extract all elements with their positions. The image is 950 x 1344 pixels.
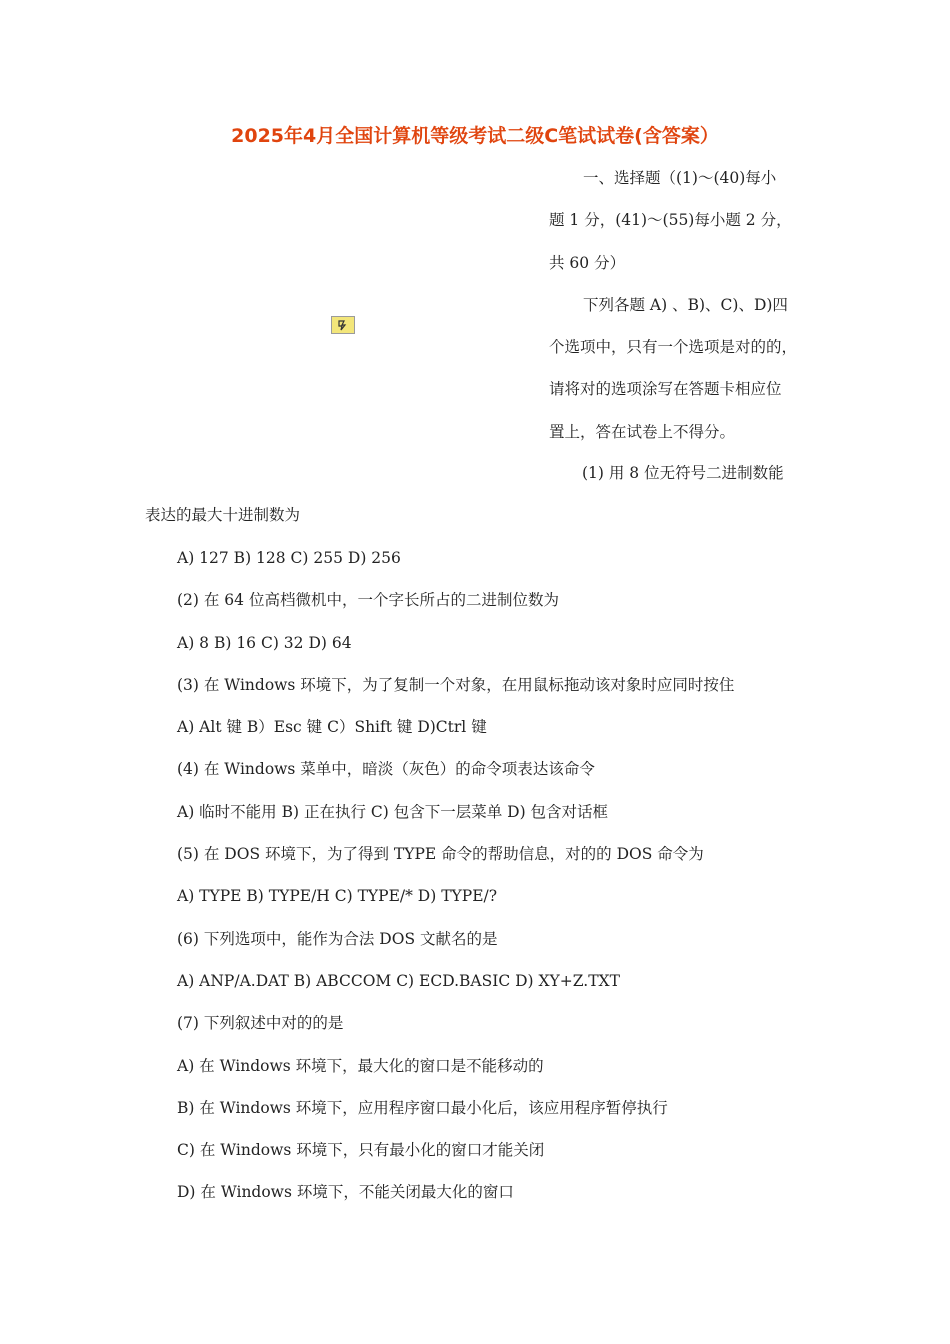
list-item: (3) 在 Windows 环境下，为了复制一个对象，在用鼠标拖动该对象时应同时按住 [177,675,735,694]
list-item: A) 8 B) 16 C) 32 D) 64 [177,633,352,652]
list-item: (2) 在 64 位高档微机中，一个字长所占的二进制位数为 [177,591,559,610]
broken-image-icon [331,316,355,334]
list-item: A) 在 Windows 环境下，最大化的窗口是不能移动的 [177,1056,544,1075]
question-1-continued: 表达的最大十进制数为 [145,506,301,524]
intro-line: 共 60 分） [549,253,626,272]
list-item: B) 在 Windows 环境下，应用程序窗口最小化后，该应用程序暂停执行 [177,1098,668,1117]
intro-line: 下列各题 A) 、B)、C)、D)四 [583,295,788,314]
list-item: A) Alt 键 B）Esc 键 C）Shift 键 D)Ctrl 键 [177,718,487,737]
list-item: D) 在 Windows 环境下，不能关闭最大化的窗口 [177,1183,514,1202]
list-item: A) 127 B) 128 C) 255 D) 256 [177,549,401,567]
intro-line: 题 1 分，(41)～(55)每小题 2 分， [549,211,792,230]
question-1-start: (1) 用 8 位无符号二进制数能 [582,464,784,482]
broken-image-glyph-icon [336,319,350,332]
list-item: C) 在 Windows 环境下，只有最小化的窗口才能关闭 [177,1141,545,1160]
list-item: (4) 在 Windows 菜单中，暗淡（灰色）的命令项表达该命令 [177,760,595,779]
intro-section [549,157,819,453]
intro-line: 请将对的选项涂写在答题卡相应位 [549,380,782,399]
document-title: 2025年4月全国计算机等级考试二级C笔试试卷(含答案） [231,125,719,147]
list-item: A) 临时不能用 B) 正在执行 C) 包含下一层菜单 D) 包含对话框 [177,802,609,821]
list-item: (7) 下列叙述中对的的是 [177,1014,344,1033]
intro-line: 个选项中，只有一个选项是对的的， [549,338,798,357]
question-list [177,537,857,1214]
list-item: A) ANP/A.DAT B) ABCCOM C) ECD.BASIC D) XY+Z.TXT [177,971,620,990]
intro-line: 置上，答在试卷上不得分。 [549,422,736,441]
list-item: (5) 在 DOS 环境下，为了得到 TYPE 命令的帮助信息，对的的 DOS 命令为 [177,845,704,864]
list-item: A) TYPE B) TYPE/H C) TYPE/* D) TYPE/? [177,887,498,906]
intro-line: 一、选择题（(1)～(40)每小 [583,169,777,187]
list-item: (6) 下列选项中，能作为合法 DOS 文献名的是 [177,929,498,948]
